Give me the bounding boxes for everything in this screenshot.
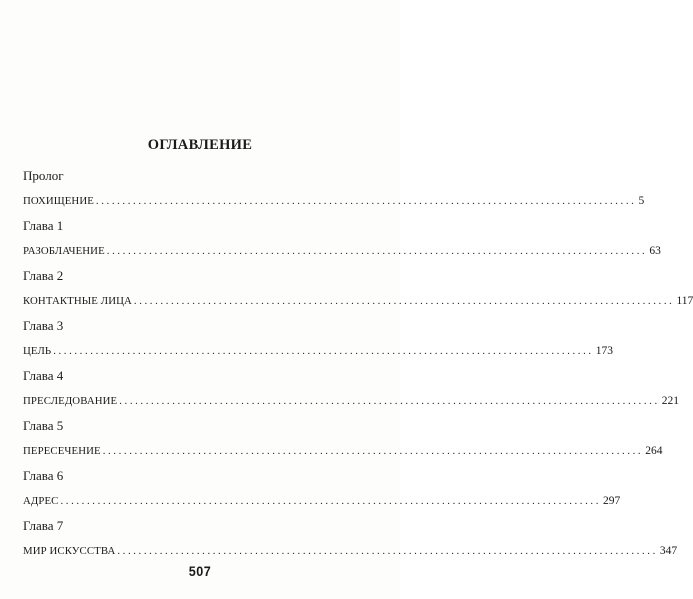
toc-chapter-title: ПЕРЕСЕЧЕНИЕ: [23, 445, 101, 457]
toc-chapter-label: Пролог: [23, 168, 64, 183]
toc-title-line: [23, 194, 645, 208]
toc-page-number: 221: [661, 395, 679, 407]
toc-page-number: 173: [595, 345, 613, 357]
toc-chapter-title: РАЗОБЛАЧЕНИЕ: [23, 245, 105, 257]
toc-chapter-label: Глава 2: [23, 268, 64, 283]
toc-entry-chapter-1: [23, 218, 661, 258]
toc-title-line: [23, 294, 693, 308]
toc-entry-chapter-5: [23, 418, 663, 458]
toc-chapter-label: Глава 1: [23, 218, 64, 233]
toc-chapter-label: Глава 6: [23, 468, 64, 483]
dot-leader: ......................................................................................................: [60, 495, 601, 507]
toc-page-number: 5: [638, 195, 645, 207]
dot-leader: ......................................................................................................: [119, 395, 660, 407]
toc-page-number: 297: [603, 495, 621, 507]
dot-leader: ......................................................................................................: [133, 295, 675, 307]
page-number-folio: 507: [188, 563, 212, 579]
toc-page-number: 117: [676, 295, 693, 307]
toc-chapter-title: ПРЕСЛЕДОВАНИЕ: [23, 395, 118, 407]
toc-title-line: [23, 494, 621, 508]
toc-chapter-label: Глава 7: [23, 518, 64, 533]
dot-leader: ......................................................................................................: [102, 445, 644, 457]
toc-entry-chapter-4: [23, 368, 679, 408]
toc-page-number: 63: [649, 245, 661, 257]
toc-page-number: 264: [645, 445, 663, 457]
toc-title-line: [23, 244, 661, 258]
dot-leader: ......................................................................................................: [53, 345, 594, 357]
toc-title-line: [23, 444, 663, 458]
dot-leader: ......................................................................................................: [106, 245, 648, 257]
toc-chapter-title: МИР ИСКУССТВА: [23, 545, 116, 557]
toc-entry-chapter-7: [23, 518, 678, 558]
toc-entry-prologue: [23, 168, 645, 208]
toc-title-line: [23, 544, 678, 558]
toc-chapter-label: Глава 4: [23, 368, 64, 383]
dot-leader: ......................................................................................................: [117, 545, 658, 557]
dot-leader: ......................................................................................................: [95, 195, 637, 207]
toc-chapter-label: Глава 5: [23, 418, 64, 433]
toc-chapter-title: ПОХИЩЕНИЕ: [23, 195, 94, 207]
toc-chapter-title: АДРЕС: [23, 495, 59, 507]
toc-title-line: [23, 344, 613, 358]
toc-chapter-title: КОНТАКТНЫЕ ЛИЦА: [23, 295, 132, 307]
toc-entry-chapter-3: [23, 318, 613, 358]
toc-chapter-label: Глава 3: [23, 318, 64, 333]
toc-entry-chapter-6: [23, 468, 621, 508]
toc-page-number: 347: [659, 545, 678, 557]
toc-chapter-title: ЦЕЛЬ: [23, 345, 52, 357]
toc-heading: ОГЛАВЛЕНИЕ: [147, 137, 253, 153]
toc-title-line: [23, 394, 679, 408]
toc-entry-chapter-2: [23, 268, 693, 308]
